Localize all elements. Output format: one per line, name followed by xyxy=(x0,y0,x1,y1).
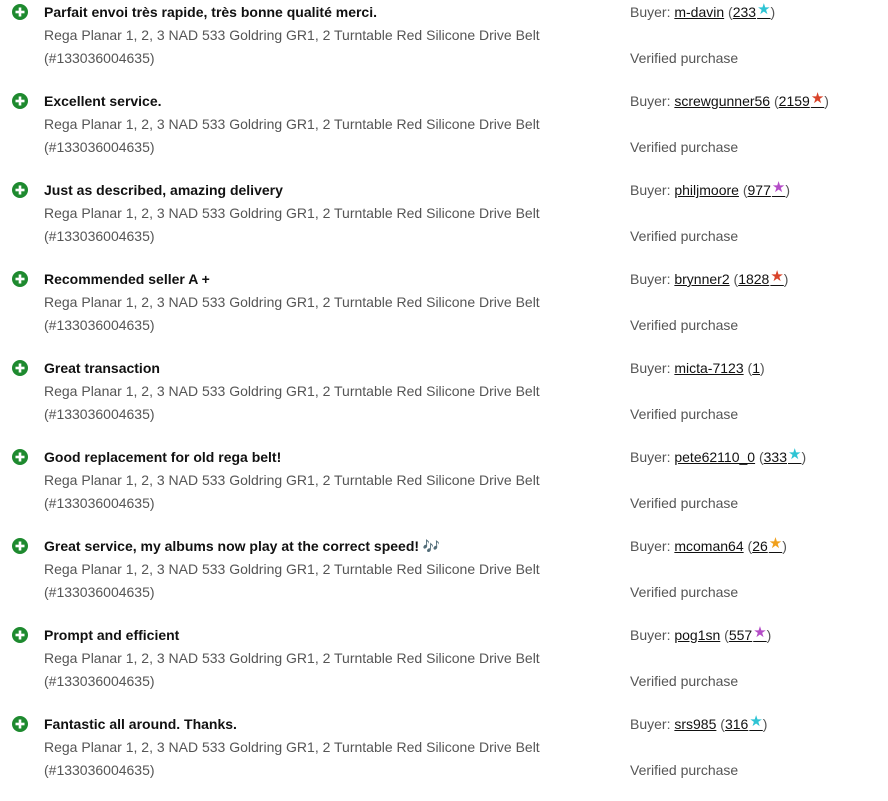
item-number: (#133036004635) xyxy=(44,317,155,333)
buyer-score-link[interactable] xyxy=(752,535,783,554)
feedback-row xyxy=(0,178,888,267)
buyer-label: Buyer: xyxy=(630,449,675,465)
feedback-row xyxy=(0,356,888,445)
feedback-star-icon: ★ xyxy=(770,268,784,285)
item-number: (#133036004635) xyxy=(44,50,155,66)
plus-circle-icon xyxy=(12,449,28,465)
item-title: Rega Planar 1, 2, 3 NAD 533 Goldring GR1, 2 Turntable Red Silicone Drive Belt xyxy=(44,739,540,755)
plus-circle-icon xyxy=(12,4,28,20)
feedback-star-icon: ★ xyxy=(788,446,802,463)
buyer-info: Buyer: mcoman64 (26★) xyxy=(630,535,787,554)
buyer-label: Buyer: xyxy=(630,627,675,643)
feedback-star-icon: ★ xyxy=(753,624,767,641)
item-title: Rega Planar 1, 2, 3 NAD 533 Goldring GR1, 2 Turntable Red Silicone Drive Belt xyxy=(44,294,540,310)
buyer-link[interactable]: philjmoore xyxy=(674,182,739,198)
verified-purchase-label: Verified purchase xyxy=(630,495,739,511)
feedback-comment: Great service, my albums now play at the correct speed! 🎶 xyxy=(44,538,441,554)
feedback-row xyxy=(0,712,888,801)
item-title: Rega Planar 1, 2, 3 NAD 533 Goldring GR1, 2 Turntable Red Silicone Drive Belt xyxy=(44,27,540,43)
verified-purchase-label: Verified purchase xyxy=(630,406,739,422)
buyer-link[interactable]: brynner2 xyxy=(674,271,730,287)
verified-purchase-label: Verified purchase xyxy=(630,317,739,333)
item-title: Rega Planar 1, 2, 3 NAD 533 Goldring GR1, 2 Turntable Red Silicone Drive Belt xyxy=(44,561,540,577)
feedback-comment: Parfait envoi très rapide, très bonne qualité merci. xyxy=(44,4,377,20)
buyer-score: 26 xyxy=(752,538,768,554)
feedback-comment: Prompt and efficient xyxy=(44,627,180,643)
buyer-score: 333 xyxy=(763,449,787,465)
plus-circle-icon xyxy=(12,716,28,732)
item-number: (#133036004635) xyxy=(44,762,155,778)
buyer-info: Buyer: brynner2 (1828★) xyxy=(630,268,789,287)
buyer-label: Buyer: xyxy=(630,360,675,376)
item-number: (#133036004635) xyxy=(44,228,155,244)
buyer-info: Buyer: srs985 (316★) xyxy=(630,713,768,732)
buyer-score: 1 xyxy=(752,360,760,376)
buyer-info: Buyer: micta-7123 (1) xyxy=(630,360,765,376)
buyer-score: 233 xyxy=(732,4,757,20)
verified-purchase-label: Verified purchase xyxy=(630,139,739,155)
buyer-score-link[interactable] xyxy=(724,713,763,732)
buyer-info: Buyer: screwgunner56 (2159★) xyxy=(630,90,829,109)
buyer-label: Buyer: xyxy=(630,538,675,554)
buyer-link[interactable]: pete62110_0 xyxy=(674,449,756,465)
feedback-row xyxy=(0,623,888,712)
feedback-comment: Recommended seller A + xyxy=(44,271,210,287)
feedback-comment: Good replacement for old rega belt! xyxy=(44,449,282,465)
buyer-score: 1828 xyxy=(738,271,770,287)
feedback-row xyxy=(0,267,888,356)
buyer-score: 2159 xyxy=(778,93,810,109)
item-number: (#133036004635) xyxy=(44,673,155,689)
item-title: Rega Planar 1, 2, 3 NAD 533 Goldring GR1, 2 Turntable Red Silicone Drive Belt xyxy=(44,472,540,488)
item-title: Rega Planar 1, 2, 3 NAD 533 Goldring GR1, 2 Turntable Red Silicone Drive Belt xyxy=(44,205,540,221)
feedback-row xyxy=(0,445,888,534)
buyer-info: Buyer: pog1sn (557★) xyxy=(630,624,772,643)
feedback-row xyxy=(0,534,888,623)
buyer-link[interactable]: m-davin xyxy=(674,4,725,20)
buyer-label: Buyer: xyxy=(630,716,675,732)
buyer-score-link[interactable] xyxy=(752,360,760,376)
verified-purchase-label: Verified purchase xyxy=(630,50,739,66)
plus-circle-icon xyxy=(12,538,28,554)
buyer-link[interactable]: micta-7123 xyxy=(674,360,744,376)
buyer-score-link[interactable] xyxy=(728,624,767,643)
buyer-score-link[interactable] xyxy=(738,268,784,287)
buyer-score-link[interactable] xyxy=(778,90,825,109)
item-title: Rega Planar 1, 2, 3 NAD 533 Goldring GR1, 2 Turntable Red Silicone Drive Belt xyxy=(44,116,540,132)
buyer-link[interactable]: screwgunner56 xyxy=(674,93,771,109)
verified-purchase-label: Verified purchase xyxy=(630,673,739,689)
buyer-label: Buyer: xyxy=(630,93,675,109)
buyer-score: 977 xyxy=(747,182,771,198)
buyer-info: Buyer: m-davin (233★) xyxy=(630,1,776,20)
buyer-info: Buyer: philjmoore (977★) xyxy=(630,179,790,198)
feedback-star-icon: ★ xyxy=(749,713,763,730)
feedback-comment: Great transaction xyxy=(44,360,160,376)
item-number: (#133036004635) xyxy=(44,139,155,155)
feedback-star-icon: ★ xyxy=(768,535,783,552)
buyer-label: Buyer: xyxy=(630,4,675,20)
feedback-row xyxy=(0,0,888,89)
plus-circle-icon xyxy=(12,627,28,643)
buyer-info: Buyer: pete62110_0 (333★) xyxy=(630,446,807,465)
item-title: Rega Planar 1, 2, 3 NAD 533 Goldring GR1, 2 Turntable Red Silicone Drive Belt xyxy=(44,383,540,399)
verified-purchase-label: Verified purchase xyxy=(630,762,739,778)
buyer-label: Buyer: xyxy=(630,182,675,198)
plus-circle-icon xyxy=(12,360,28,376)
feedback-star-icon: ★ xyxy=(771,179,786,196)
feedback-star-icon: ★ xyxy=(810,90,825,107)
item-title: Rega Planar 1, 2, 3 NAD 533 Goldring GR1, 2 Turntable Red Silicone Drive Belt xyxy=(44,650,540,666)
plus-circle-icon xyxy=(12,93,28,109)
item-number: (#133036004635) xyxy=(44,495,155,511)
verified-purchase-label: Verified purchase xyxy=(630,584,739,600)
feedback-comment: Excellent service. xyxy=(44,93,162,109)
item-number: (#133036004635) xyxy=(44,584,155,600)
feedback-row xyxy=(0,89,888,178)
buyer-link[interactable]: srs985 xyxy=(674,716,717,732)
buyer-score-link[interactable] xyxy=(747,179,786,198)
buyer-score-link[interactable] xyxy=(732,1,771,20)
feedback-star-icon: ★ xyxy=(757,1,771,18)
buyer-score: 316 xyxy=(724,716,749,732)
plus-circle-icon xyxy=(12,182,28,198)
buyer-score-link[interactable] xyxy=(763,446,802,465)
feedback-comment: Fantastic all around. Thanks. xyxy=(44,716,237,732)
buyer-score: 557 xyxy=(728,627,753,643)
item-number: (#133036004635) xyxy=(44,406,155,422)
plus-circle-icon xyxy=(12,271,28,287)
verified-purchase-label: Verified purchase xyxy=(630,228,739,244)
buyer-label: Buyer: xyxy=(630,271,675,287)
buyer-link[interactable]: mcoman64 xyxy=(674,538,744,554)
buyer-link[interactable]: pog1sn xyxy=(674,627,721,643)
feedback-comment: Just as described, amazing delivery xyxy=(44,182,283,198)
